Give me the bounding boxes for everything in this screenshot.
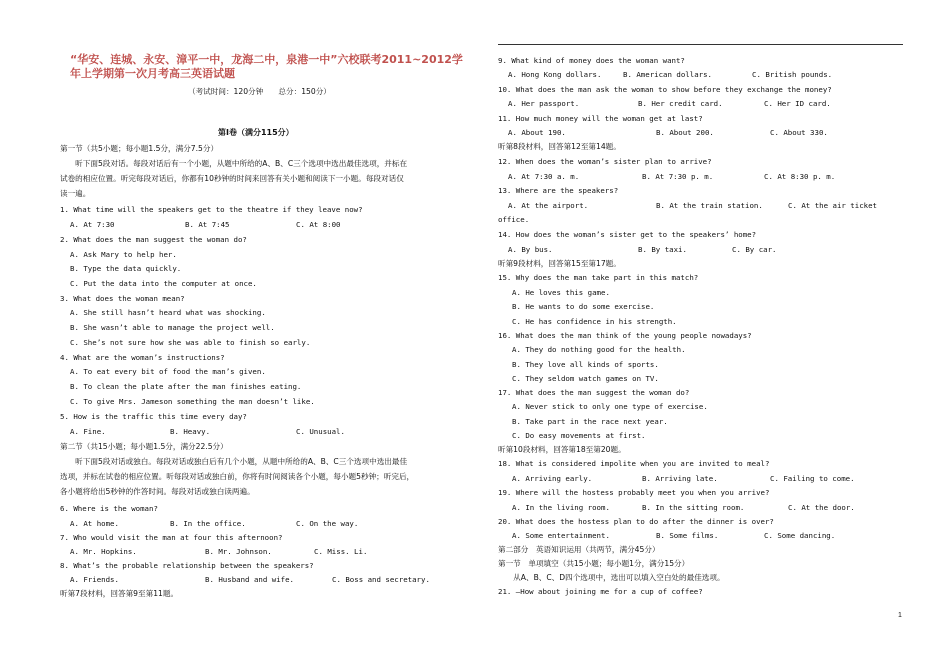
option-b: B. He wants to do some exercise. [512, 302, 655, 311]
option-c: C. She’s not sure how she was able to finish so early. [70, 338, 311, 347]
question-19: 19. Where will the hostess probably meet you when you arrive? [498, 488, 770, 497]
option-a: A. He loves this game. [512, 288, 610, 297]
option-a: A. In the living room. [512, 503, 610, 512]
option-c: C. Some dancing. [764, 531, 836, 540]
option-c: C. Miss. Li. [314, 547, 368, 556]
option-c: C. On the way. [296, 519, 359, 528]
option-a: A. Arriving early. [512, 474, 593, 483]
question-5: 5. How is the traffic this time every day? [60, 412, 247, 421]
option-b: B. Arriving late. [642, 474, 718, 483]
option-c: C. By car. [732, 245, 777, 254]
section1-instruction: 听下面5段对话。每段对话后有一个小题，从题中所给的A、B、C三个选项中选出最佳选项，并标在 [60, 159, 408, 168]
section2-instruction: 选项，并标在试卷的相应位置。听每段对话或独白前，你将有时间阅读各个小题，每小题5秒钟；听完后， [60, 472, 415, 481]
option-c: C. At 8:00 [296, 220, 341, 229]
option-b: B. Type the data quickly. [70, 264, 182, 273]
option-c: C. British pounds. [752, 70, 833, 79]
option-b: B. By taxi. [638, 245, 687, 254]
exam-info: （考试时间：120分钟 总分：150分） [188, 87, 331, 96]
option-b: B. In the office. [170, 519, 246, 528]
option-a: A. Fine. [70, 427, 106, 436]
option-b: B. At 7:45 [185, 220, 230, 229]
option-c: C. At the air ticket [788, 201, 877, 210]
option-a: A. Ask Mary to help her. [70, 250, 177, 259]
question-10: 10. What does the man ask the woman to show before they exchange the money? [498, 85, 832, 94]
question-2: 2. What does the man suggest the woman do? [60, 235, 247, 244]
option-b: B. Heavy. [170, 427, 211, 436]
option-c: C. They seldom watch games on TV. [512, 374, 659, 383]
question-20: 20. What does the hostess plan to do after the dinner is over? [498, 517, 774, 526]
option-c: C. Do easy movements at first. [512, 431, 646, 440]
section1-instruction: 读一遍。 [60, 189, 91, 198]
option-b: B. American dollars. [623, 70, 712, 79]
option-c: C. Her ID card. [764, 99, 831, 108]
question-16: 16. What does the man think of the young people nowadays? [498, 331, 752, 340]
question-3: 3. What does the woman mean? [60, 294, 185, 303]
question-17: 17. What does the man suggest the woman do? [498, 388, 690, 397]
option-b: B. They love all kinds of sports. [512, 360, 659, 369]
question-7: 7. Who would visit the man at four this afternoon? [60, 533, 283, 542]
question-8: 8. What’s the probable relationship between the speakers? [60, 561, 314, 570]
option-a: A. At the airport. [508, 201, 589, 210]
section2-instruction: 听下面5段对话或独白。每段对话或独白后有几个小题，从题中所给的A、B、C三个选项中选出最佳 [60, 457, 408, 466]
option-b: B. At the train station. [656, 201, 763, 210]
option-b: B. At 7:30 p. m. [642, 172, 714, 181]
option-b: B. About 200. [656, 128, 714, 137]
question-4: 4. What are the woman’s instructions? [60, 353, 225, 362]
question-13: 13. Where are the speakers? [498, 186, 619, 195]
option-a: A. At 7:30 [70, 220, 115, 229]
option-b: B. Husband and wife. [205, 575, 294, 584]
section2-title: 第二节（共15小题；每小题1.5分，满分22.5分） [60, 442, 228, 451]
option-c: C. To give Mrs. Jameson something the man doesn’t like. [70, 397, 315, 406]
option-a: A. About 190. [508, 128, 566, 137]
option-a: A. Her passport. [508, 99, 580, 108]
option-b: B. Take part in the race next year. [512, 417, 668, 426]
material-8-note: 听第8段材料，回答第12至第14题。 [498, 142, 621, 151]
option-a: A. At home. [70, 519, 119, 528]
option-b: B. Her credit card. [638, 99, 723, 108]
question-15: 15. Why does the man take part in this match? [498, 273, 699, 282]
question-9: 9. What kind of money does the woman want? [498, 56, 685, 65]
part2-section1-title: 第一节 单项填空（共15小题；每小题1分，满分15分） [498, 559, 690, 568]
option-b: B. To clean the plate after the man finishes eating. [70, 382, 302, 391]
option-c-continued: office. [498, 215, 530, 224]
option-a: A. Hong Kong dollars. [508, 70, 602, 79]
question-12: 12. When does the woman’s sister plan to arrive? [498, 157, 712, 166]
question-14: 14. How does the woman’s sister get to the speakers’ home? [498, 230, 757, 239]
option-a: A. Some entertainment. [512, 531, 610, 540]
option-c: C. Unusual. [296, 427, 345, 436]
exam-title-line2: 年上学期第一次月考高三英语试题 [70, 67, 235, 80]
part2-title: 第二部分 英语知识运用（共两节，满分45分） [498, 545, 660, 554]
question-11: 11. How much money will the woman get at last? [498, 114, 703, 123]
question-21: 21. —How about joining me for a cup of coffee? [498, 587, 703, 596]
question-6: 6. Where is the woman? [60, 504, 158, 513]
question-18: 18. What is considered impolite when you are invited to meal? [498, 459, 770, 468]
option-a: A. Mr. Hopkins. [70, 547, 137, 556]
option-c: C. Failing to come. [770, 474, 855, 483]
material-7-note: 听第7段材料，回答第9至第11题。 [60, 589, 179, 598]
option-a: A. Friends. [70, 575, 119, 584]
option-a: A. At 7:30 a. m. [508, 172, 580, 181]
option-c: C. Put the data into the computer at once. [70, 279, 257, 288]
exam-title-line1: “华安、连城、永安、漳平一中，龙海二中，泉港一中”六校联考2011~2012学 [70, 53, 463, 66]
option-c: C. About 330. [770, 128, 828, 137]
page-number: 1 [898, 612, 902, 619]
option-a: A. She still hasn’t heard what was shocking. [70, 308, 266, 317]
option-b: B. She wasn’t able to manage the project well. [70, 323, 275, 332]
option-b: B. Mr. Johnson. [205, 547, 272, 556]
part2-section1-instruction: 从A、B、C、D四个选项中，选出可以填入空白处的最佳选项。 [498, 573, 725, 582]
question-1: 1. What time will the speakers get to the theatre if they leave now? [60, 205, 363, 214]
material-9-note: 听第9段材料，回答第15至第17题。 [498, 259, 621, 268]
section1-instruction: 试卷的相应位置。听完每段对话后，你都有10秒钟的时间来回答有关小题和阅读下一小题。每段对话仅 [60, 174, 404, 183]
option-c: C. He has confidence in his strength. [512, 317, 677, 326]
option-a: A. To eat every bit of food the man’s given. [70, 367, 266, 376]
option-a: A. Never stick to only one type of exercise. [512, 402, 708, 411]
part1-title: 第Ⅰ卷（满分115分） [218, 128, 294, 137]
option-c: C. At the door. [788, 503, 855, 512]
header-rule [498, 44, 903, 45]
section2-instruction: 各小题将给出5秒钟的作答时间。每段对话或独白读两遍。 [60, 487, 255, 496]
option-b: B. In the sitting room. [642, 503, 745, 512]
option-c: C. At 8:30 p. m. [764, 172, 836, 181]
option-c: C. Boss and secretary. [332, 575, 430, 584]
option-b: B. Some films. [656, 531, 719, 540]
option-a: A. By bus. [508, 245, 553, 254]
option-a: A. They do nothing good for the health. [512, 345, 686, 354]
section1-title: 第一节（共5小题；每小题1.5分，满分7.5分） [60, 144, 219, 153]
material-10-note: 听第10段材料，回答第18至第20题。 [498, 445, 626, 454]
